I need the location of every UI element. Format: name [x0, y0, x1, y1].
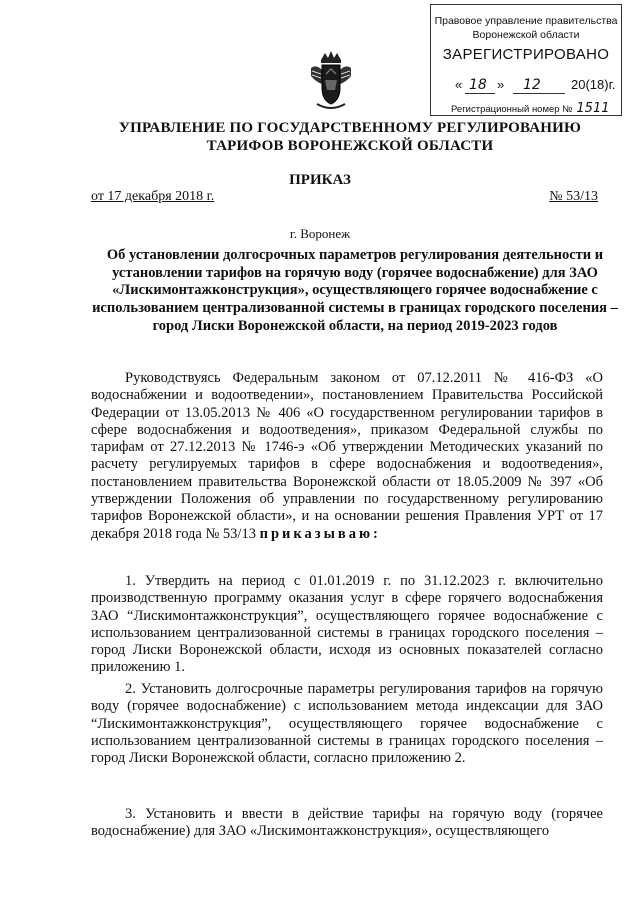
- item-2-paragraph: 2. Установить долгосрочные параметры регулирования тарифов на горячую воду (горячее водоснабжение) с использованием метода индексации для ЗАО “Лискимонтажконструкция”, осуществляющего горячее водоснабжение с использованием централизованной системы в границах городского поселения – город Лиски Воронежской области, согласно приложению 2.: [91, 681, 603, 767]
- stamp-line-1: Правовое управление правительства: [434, 15, 618, 27]
- organization-name-line-1: УПРАВЛЕНИЕ ПО ГОСУДАРСТВЕННОМУ РЕГУЛИРОВАНИЮ: [118, 120, 582, 136]
- stamp-quote-open: «: [455, 77, 463, 92]
- item-3-paragraph: 3. Установить и ввести в действие тарифы на горячую воду (горячее водоснабжение) для ЗАО «Лискимонтажконструкция», осуществляющего: [91, 806, 603, 840]
- stamp-reg: [451, 101, 621, 116]
- stamp-month: 12: [523, 77, 541, 93]
- organization-name-line-2: ТАРИФОВ ВОРОНЕЖСКОЙ ОБЛАСТИ: [206, 138, 494, 154]
- stamp-day: 18: [469, 77, 487, 93]
- order-date: от 17 декабря 2018 г.: [91, 189, 215, 204]
- stamp-month-underline: [513, 93, 565, 94]
- registration-stamp: [430, 4, 622, 116]
- stamp-title: ЗАРЕГИСТРИРОВАНО: [442, 46, 610, 63]
- city: г. Воронеж: [289, 226, 351, 241]
- voronezh-coat-of-arms-icon: [308, 50, 354, 112]
- stamp-reg-number: 1511: [576, 101, 610, 116]
- stamp-reg-label: Регистрационный номер №: [451, 104, 573, 115]
- order-title: Об установлении долгосрочных параметров регулирования деятельности и установлении тарифов на горячую воду (горячее водоснабжение) для ЗАО «Лискимонтажконструкция», осуществляющего горячее водоснабжение с использованием централизованной системы в границах городского поселения – город Лиски Воронежской области, на период 2019-2023 годов: [92, 247, 618, 334]
- stamp-year: 20(18)г.: [571, 77, 616, 92]
- stamp-day-underline: [465, 93, 495, 94]
- order-word: приказываю:: [259, 525, 381, 542]
- item-1-paragraph: 1. Утвердить на период с 01.01.2019 г. по 31.12.2023 г. включительно производственную программу оказания услуг в сфере горячего водоснабжения ЗАО “Лискимонтажконструкция”, осуществляющего горячее водоснабжение с использованием централизованной системы в границах городского поселения – город Лиски Воронежской области, исходя из основных показателей согласно приложению 1.: [91, 573, 603, 676]
- stamp-quote-close: »: [497, 77, 505, 92]
- stamp-line-2: Воронежской области: [472, 29, 580, 41]
- preamble-text: Руководствуясь Федеральным законом от 07.12.2011 № 416-ФЗ «О водоснабжении и водоотведении», постановлением Правительства Российской Федерации от 13.05.2013 № 406 «О государственном регулировании тарифов в сфере водоснабжения и водоотведения», приказом Федеральной службы по тарифам от 27.12.2013 № 1746-э «Об утверждении Методических указаний по расчету регулируемых тарифов в сфере водоснабжения и водоотведения», постановлением правительства Воронежской области от 18.05.2009 № 397 «Об утверждении Положения об управлении по государственному регулированию тарифов Воронежской области», и на основании решения Правления УРТ от 17 декабря 2018 года № 53/13: [91, 370, 603, 542]
- stamp-date: [453, 77, 616, 95]
- order-number: № 53/13: [549, 189, 598, 204]
- preamble-paragraph: [91, 370, 603, 543]
- document-type: ПРИКАЗ: [289, 172, 351, 188]
